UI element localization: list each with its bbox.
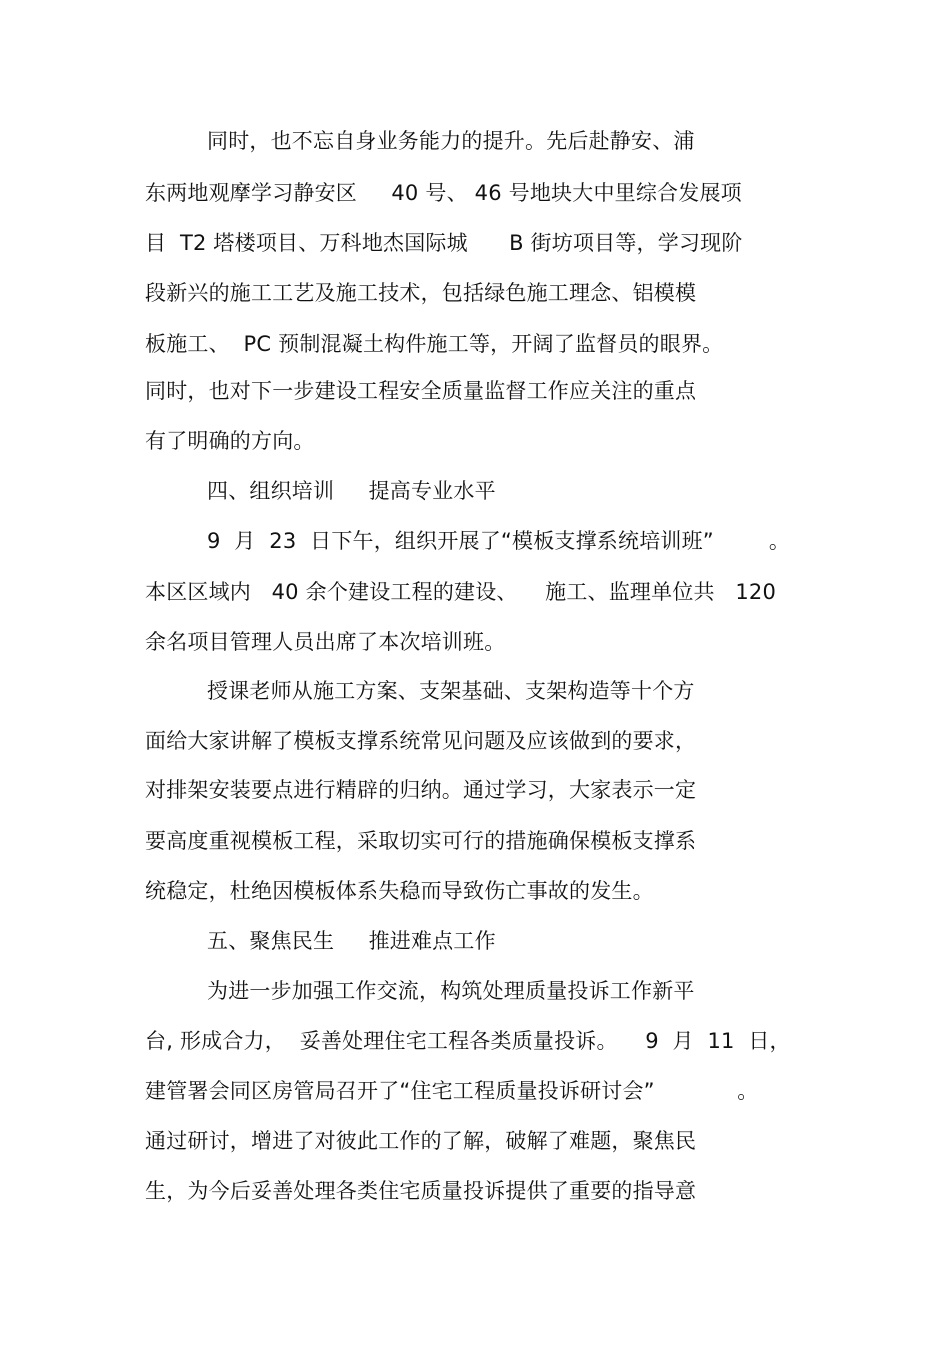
paragraph-line-14: 要高度重视模板工程，采取切实可行的措施确保模板支撑系 xyxy=(145,829,697,853)
paragraph-line-11: 授课老师从施工方案、支架基础、支架构造等十个方 xyxy=(207,679,695,703)
paragraph-line-15: 统稳定，杜绝因模板体系失稳而导致伤亡事故的发生。 xyxy=(145,879,654,903)
section-heading-4: 四、组织培训 提高专业水平 xyxy=(207,479,496,503)
paragraph-line-2: 东两地观摩学习静安区 40 号、 46 号地块大中里综合发展项 xyxy=(145,181,742,205)
paragraph-line-3: 目 T2 塔楼项目、万科地杰国际城 B 街坊项目等，学习现阶 xyxy=(145,231,743,255)
paragraph-line-18: 建管署会同区房管局召开了“住宅工程质量投诉研讨会” 。 xyxy=(145,1079,759,1103)
paragraph-line-13: 对排架安装要点进行精辟的归纳。通过学习，大家表示一定 xyxy=(145,778,697,802)
paragraph-line-17: 台, 形成合力， 妥善处理住宅工程各类质量投诉。 9 月 11 日， xyxy=(145,1029,791,1053)
paragraph-line-6: 同时，也对下一步建设工程安全质量监督工作应关注的重点 xyxy=(145,379,697,403)
paragraph-line-1: 同时，也不忘自身业务能力的提升。先后赴静安、浦 xyxy=(207,129,695,153)
paragraph-line-9: 本区区域内 40 余个建设工程的建设、 施工、监理单位共 120 xyxy=(145,580,777,604)
section-heading-5: 五、聚焦民生 推进难点工作 xyxy=(207,929,496,953)
paragraph-line-12: 面给大家讲解了模板支撑系统常见问题及应该做到的要求， xyxy=(145,729,697,753)
paragraph-line-7: 有了明确的方向。 xyxy=(145,429,315,453)
paragraph-line-4: 段新兴的施工工艺及施工技术，包括绿色施工理念、铝模模 xyxy=(145,281,697,305)
paragraph-line-8: 9 月 23 日下午，组织开展了“模板支撑系统培训班” 。 xyxy=(207,529,791,553)
paragraph-line-19: 通过研讨，增进了对彼此工作的了解，破解了难题，聚焦民 xyxy=(145,1129,697,1153)
paragraph-line-16: 为进一步加强工作交流，构筑处理质量投诉工作新平 xyxy=(207,979,695,1003)
paragraph-line-5: 板施工、 PC 预制混凝土构件施工等，开阔了监督员的眼界。 xyxy=(145,332,724,356)
paragraph-line-20: 生，为今后妥善处理各类住宅质量投诉提供了重要的指导意 xyxy=(145,1179,697,1203)
paragraph-line-10: 余名项目管理人员出席了本次培训班。 xyxy=(145,630,506,654)
